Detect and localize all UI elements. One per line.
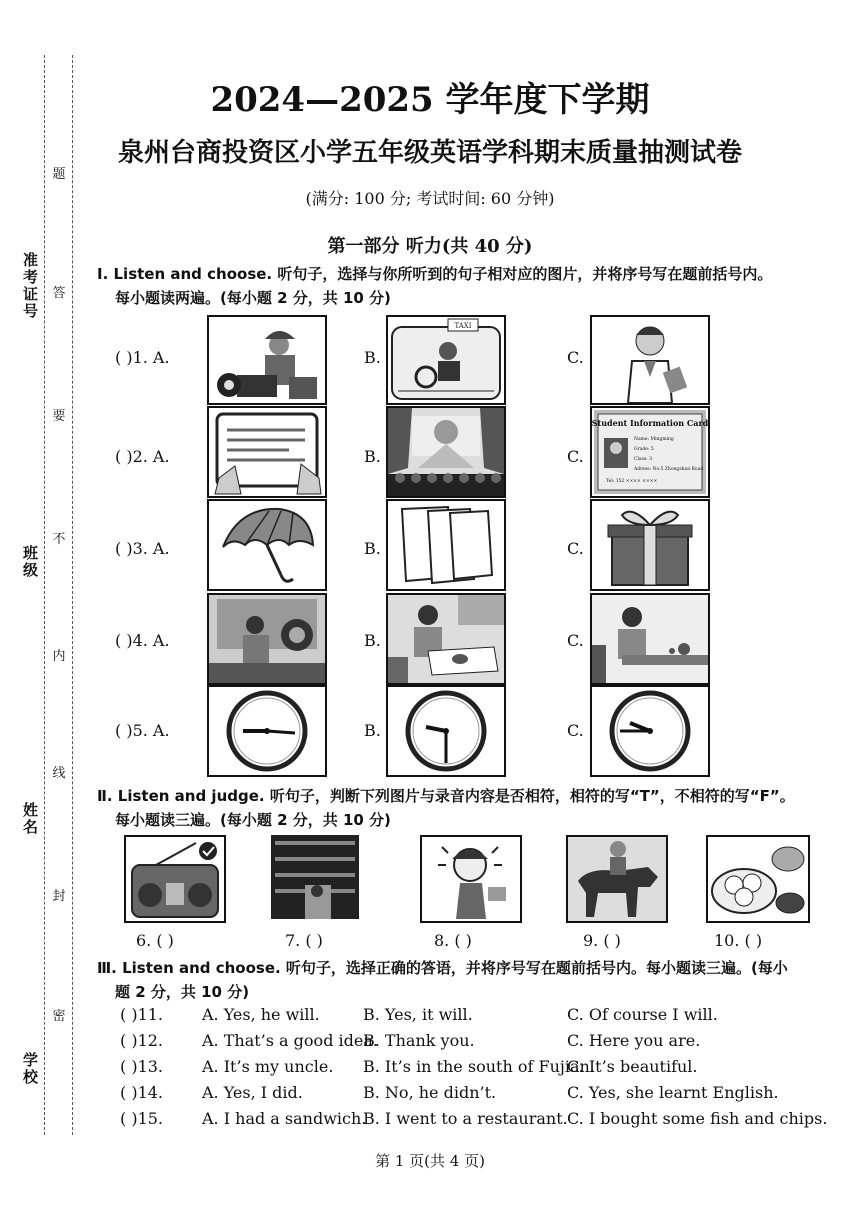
option-c-label: C.	[567, 721, 584, 740]
judge-item-8[interactable]: 8. ( )	[434, 931, 472, 950]
answer-option: C. Here you are.	[567, 1031, 701, 1050]
answer-option: A. It’s my uncle.	[202, 1057, 334, 1076]
question-15-number[interactable]: ( )15.	[120, 1109, 164, 1128]
seal-char: 要	[52, 409, 66, 424]
question-5-number[interactable]: ( )5. A.	[115, 721, 170, 740]
card-line: Grade: 5	[634, 447, 654, 452]
school-label: 学校	[21, 1052, 39, 1086]
picture-clock-a	[207, 685, 327, 777]
answer-option: B. No, he didn’t.	[363, 1083, 497, 1102]
exam-subtitle: (满分: 100 分; 考试时间: 60 分钟)	[305, 189, 555, 208]
seal-char: 线	[52, 766, 66, 781]
binding-line-outer	[44, 55, 45, 1135]
judge-item-10[interactable]: 10. ( )	[714, 931, 763, 950]
exam-title: 泉州台商投资区小学五年级英语学科期末质量抽测试卷	[117, 138, 742, 168]
picture-taxi-driver	[386, 315, 506, 405]
picture-student-card	[590, 406, 710, 498]
picture-girl-on-horse	[566, 835, 668, 923]
card-line: Class: 3	[634, 457, 652, 462]
seal-char: 密	[52, 1009, 66, 1024]
seal-char: 题	[52, 167, 66, 182]
judge-item-6[interactable]: 6. ( )	[136, 931, 174, 950]
exam-number-label: 准考证号	[21, 252, 39, 320]
answer-option: C. Of course I will.	[567, 1005, 718, 1024]
picture-dumplings-food	[706, 835, 810, 923]
picture-woman-drawing	[386, 593, 506, 685]
card-line: Name: Mingming	[634, 437, 674, 442]
exam-year-title: 2024—2025 学年度下学期	[210, 80, 650, 120]
section2-instruction: Ⅱ. Listen and judge. 听句子，判断下列图片与录音内容是否相符，相符的写“T”，不相符的写“F”。 每小题读三遍。(每小题 2 分，共 10 分)	[97, 787, 795, 829]
question-14-number[interactable]: ( )14.	[120, 1083, 164, 1102]
name-label: 姓名	[21, 802, 39, 836]
answer-option: B. It’s in the south of Fujian.	[363, 1057, 595, 1076]
picture-papers	[386, 499, 506, 591]
option-c-label: C.	[567, 539, 584, 558]
option-b-label: B.	[364, 539, 381, 558]
picture-theatre-stage	[386, 406, 506, 498]
question-3-number[interactable]: ( )3. A.	[115, 539, 170, 558]
class-label: 班级	[21, 545, 39, 579]
option-b-label: B.	[364, 348, 381, 367]
picture-clock-c	[590, 685, 710, 777]
judge-item-9[interactable]: 9. ( )	[583, 931, 621, 950]
picture-tablet	[207, 406, 327, 498]
picture-doctor	[590, 315, 710, 405]
option-c-label: C.	[567, 348, 584, 367]
answer-option: B. I went to a restaurant.	[363, 1109, 568, 1128]
card-line: Tel: 152 ×××× ××××	[606, 479, 658, 484]
question-1-number[interactable]: ( )1. A.	[115, 348, 170, 367]
answer-option: A. I had a sandwich.	[202, 1109, 367, 1128]
judge-item-7[interactable]: 7. ( )	[285, 931, 323, 950]
answer-option: C. Yes, she learnt English.	[567, 1083, 779, 1102]
student-card-title: Student Information Card	[592, 418, 708, 428]
picture-clock-b	[386, 685, 506, 777]
answer-option: A. Yes, I did.	[202, 1083, 303, 1102]
question-4-number[interactable]: ( )4. A.	[115, 631, 170, 650]
picture-worker	[207, 315, 327, 405]
picture-woman-paper-cutting-window	[207, 593, 327, 685]
option-b-label: B.	[364, 721, 381, 740]
option-b-label: B.	[364, 631, 381, 650]
answer-option: C. I bought some fish and chips.	[567, 1109, 828, 1128]
card-line: Adress: No.5 Zhongshan Road	[634, 467, 704, 472]
seal-char: 封	[52, 889, 66, 904]
page-footer: 第 1 页(共 4 页)	[375, 1152, 485, 1170]
answer-option: C. It’s beautiful.	[567, 1057, 698, 1076]
question-11-number[interactable]: ( )11.	[120, 1005, 164, 1024]
section3-instruction: Ⅲ. Listen and choose. 听句子，选择正确的答语，并将序号写在题前括号内。每小题读三遍。(每小 题 2 分，共 10 分)	[97, 959, 788, 1001]
picture-library	[271, 835, 359, 919]
picture-sick-girl	[420, 835, 522, 923]
picture-gift-box	[590, 499, 710, 591]
answer-option: B. Yes, it will.	[363, 1005, 473, 1024]
answer-option: A. Yes, he will.	[202, 1005, 320, 1024]
question-2-number[interactable]: ( )2. A.	[115, 447, 170, 466]
question-13-number[interactable]: ( )13.	[120, 1057, 164, 1076]
section1-instruction: Ⅰ. Listen and choose. 听句子，选择与你所听到的句子相对应的图片，并将序号写在题前括号内。 每小题读两遍。(每小题 2 分，共 10 分)	[97, 265, 773, 307]
picture-radio	[124, 835, 226, 923]
picture-umbrella	[207, 499, 327, 591]
answer-option: B. Thank you.	[363, 1031, 475, 1050]
seal-char: 不	[52, 532, 66, 547]
seal-char: 答	[52, 286, 66, 301]
option-c-label: C.	[567, 631, 584, 650]
question-12-number[interactable]: ( )12.	[120, 1031, 164, 1050]
binding-line-inner	[72, 55, 73, 1135]
seal-char: 内	[52, 649, 66, 664]
picture-woman-cutting	[590, 593, 710, 685]
part-title: 第一部分 听力(共 40 分)	[327, 236, 533, 257]
answer-option: A. That’s a good idea.	[202, 1031, 378, 1050]
option-b-label: B.	[364, 447, 381, 466]
taxi-sign: TAXI	[454, 322, 472, 330]
option-c-label: C.	[567, 447, 584, 466]
